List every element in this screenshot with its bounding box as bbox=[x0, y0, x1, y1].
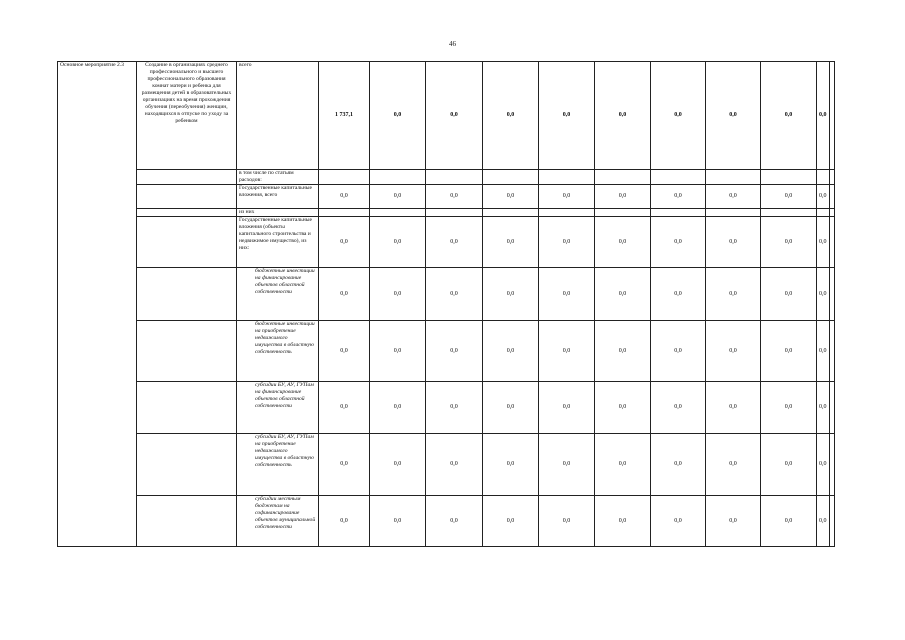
value-cell: 0,0 bbox=[539, 268, 595, 321]
row-label: субсидии местным бюджетам на софинансирование объектов муниципальной собственности bbox=[237, 496, 319, 547]
event-name-cell: Основное мероприятие 2.3 bbox=[58, 62, 137, 547]
value-cell: 0,0 bbox=[595, 217, 651, 268]
table-row bbox=[58, 185, 835, 209]
value-cell: 0,0 bbox=[319, 217, 370, 268]
budget-table bbox=[57, 61, 835, 547]
value-cell: 0,0 bbox=[651, 321, 706, 382]
trailing-cell bbox=[829, 185, 834, 209]
trailing-cell bbox=[829, 434, 834, 496]
row-label: бюджетные инвестиции на приобретение недвижимого имущества в областную собственность bbox=[237, 321, 319, 382]
value-cell: 0,0 bbox=[426, 321, 483, 382]
value-cell: 0,0 bbox=[595, 434, 651, 496]
empty-cell bbox=[539, 170, 595, 185]
value-cell: 0,0 bbox=[539, 217, 595, 268]
empty-cell bbox=[370, 209, 426, 217]
value-cell: 0,0 bbox=[319, 382, 370, 434]
value-cell: 0,0 bbox=[426, 268, 483, 321]
table-row bbox=[58, 496, 835, 547]
value-cell: 0,0 bbox=[761, 217, 817, 268]
value-cell: 0,0 bbox=[539, 62, 595, 170]
table-row bbox=[58, 434, 835, 496]
empty-content-cell bbox=[137, 496, 237, 547]
value-cell: 0,0 bbox=[539, 496, 595, 547]
table-row bbox=[58, 62, 835, 170]
value-cell: 0,0 bbox=[817, 321, 830, 382]
value-cell: 0,0 bbox=[483, 268, 539, 321]
empty-cell bbox=[426, 170, 483, 185]
value-cell: 0,0 bbox=[483, 62, 539, 170]
empty-cell bbox=[651, 170, 706, 185]
value-cell: 0,0 bbox=[761, 185, 817, 209]
row-label: в том числе по статьям расходов: bbox=[237, 170, 319, 185]
empty-content-cell bbox=[137, 268, 237, 321]
value-cell: 0,0 bbox=[370, 268, 426, 321]
empty-cell bbox=[539, 209, 595, 217]
value-cell: 0,0 bbox=[651, 434, 706, 496]
empty-content-cell bbox=[137, 434, 237, 496]
row-label: Государственные капитальные вложения, всего bbox=[237, 185, 319, 209]
value-cell: 0,0 bbox=[319, 268, 370, 321]
value-cell: 0,0 bbox=[706, 217, 761, 268]
value-cell: 0,0 bbox=[539, 434, 595, 496]
empty-cell bbox=[761, 170, 817, 185]
value-cell: 0,0 bbox=[706, 496, 761, 547]
value-cell: 0,0 bbox=[595, 62, 651, 170]
value-cell: 0,0 bbox=[319, 321, 370, 382]
empty-content-cell bbox=[137, 170, 237, 185]
value-cell: 0,0 bbox=[761, 434, 817, 496]
empty-content-cell bbox=[137, 217, 237, 268]
value-cell: 0,0 bbox=[761, 496, 817, 547]
table-row bbox=[58, 170, 835, 185]
trailing-cell bbox=[829, 321, 834, 382]
empty-cell bbox=[483, 170, 539, 185]
value-cell: 0,0 bbox=[539, 382, 595, 434]
table-row bbox=[58, 268, 835, 321]
value-cell: 0,0 bbox=[706, 62, 761, 170]
empty-cell bbox=[706, 209, 761, 217]
empty-cell bbox=[761, 209, 817, 217]
value-cell: 0,0 bbox=[426, 434, 483, 496]
row-label: из них bbox=[237, 209, 319, 217]
empty-cell bbox=[817, 170, 830, 185]
value-cell: 0,0 bbox=[426, 217, 483, 268]
value-cell: 0,0 bbox=[651, 268, 706, 321]
value-cell: 0,0 bbox=[370, 217, 426, 268]
value-cell: 0,0 bbox=[539, 321, 595, 382]
value-cell: 0,0 bbox=[706, 321, 761, 382]
row-label: бюджетные инвестиции на финансирование объектов областной собственности bbox=[237, 268, 319, 321]
trailing-cell bbox=[829, 209, 834, 217]
value-cell: 0,0 bbox=[483, 382, 539, 434]
value-cell: 0,0 bbox=[319, 185, 370, 209]
value-cell: 0,0 bbox=[651, 62, 706, 170]
event-content-cell: Создание в организациях среднего профессионального и высшего профессионального образования комнат матери и ребенка для размещения детей в образовательных организациях на время прохождения обучения (переобучения) женщин, находящихся в отпуске по уходу за ребенком bbox=[137, 62, 237, 170]
value-cell: 0,0 bbox=[817, 496, 830, 547]
value-cell: 0,0 bbox=[817, 217, 830, 268]
value-cell: 0,0 bbox=[817, 434, 830, 496]
value-cell: 0,0 bbox=[426, 382, 483, 434]
value-cell: 0,0 bbox=[370, 496, 426, 547]
value-cell: 0,0 bbox=[370, 185, 426, 209]
empty-cell bbox=[651, 209, 706, 217]
value-cell: 0,0 bbox=[595, 268, 651, 321]
value-cell: 0,0 bbox=[817, 382, 830, 434]
row-label: Государственные капитальные вложения (объекты капитального строительства и недвижимое имущество), из них: bbox=[237, 217, 319, 268]
empty-content-cell bbox=[137, 185, 237, 209]
trailing-cell bbox=[829, 382, 834, 434]
value-cell: 0,0 bbox=[761, 382, 817, 434]
empty-cell bbox=[595, 170, 651, 185]
value-cell: 0,0 bbox=[706, 268, 761, 321]
table-row bbox=[58, 382, 835, 434]
empty-cell bbox=[319, 170, 370, 185]
value-cell: 0,0 bbox=[483, 434, 539, 496]
empty-cell bbox=[706, 170, 761, 185]
table-row bbox=[58, 209, 835, 217]
value-cell: 0,0 bbox=[426, 62, 483, 170]
value-cell: 0,0 bbox=[651, 382, 706, 434]
value-cell: 0,0 bbox=[370, 62, 426, 170]
page-number: 46 bbox=[449, 40, 456, 48]
value-cell: 0,0 bbox=[651, 217, 706, 268]
value-cell: 0,0 bbox=[761, 268, 817, 321]
value-cell: 0,0 bbox=[706, 434, 761, 496]
value-cell: 0,0 bbox=[595, 382, 651, 434]
value-cell: 0,0 bbox=[426, 496, 483, 547]
trailing-cell bbox=[829, 496, 834, 547]
value-cell: 0,0 bbox=[595, 321, 651, 382]
empty-cell bbox=[483, 209, 539, 217]
trailing-cell bbox=[829, 62, 834, 170]
row-label: субсидии БУ, АУ, ГУПам на приобретение недвижимого имущества в областную собственность bbox=[237, 434, 319, 496]
row-label: всего bbox=[237, 62, 319, 170]
value-cell: 0,0 bbox=[483, 217, 539, 268]
empty-content-cell bbox=[137, 321, 237, 382]
value-cell: 0,0 bbox=[651, 496, 706, 547]
value-cell: 1 737,1 bbox=[319, 62, 370, 170]
value-cell: 0,0 bbox=[817, 268, 830, 321]
value-cell: 0,0 bbox=[370, 382, 426, 434]
trailing-cell bbox=[829, 170, 834, 185]
value-cell: 0,0 bbox=[319, 496, 370, 547]
empty-cell bbox=[595, 209, 651, 217]
empty-content-cell bbox=[137, 382, 237, 434]
empty-cell bbox=[319, 209, 370, 217]
value-cell: 0,0 bbox=[426, 185, 483, 209]
value-cell: 0,0 bbox=[595, 185, 651, 209]
empty-content-cell bbox=[137, 209, 237, 217]
value-cell: 0,0 bbox=[370, 321, 426, 382]
value-cell: 0,0 bbox=[651, 185, 706, 209]
value-cell: 0,0 bbox=[539, 185, 595, 209]
value-cell: 0,0 bbox=[761, 321, 817, 382]
table-row bbox=[58, 217, 835, 268]
value-cell: 0,0 bbox=[595, 496, 651, 547]
trailing-cell bbox=[829, 217, 834, 268]
value-cell: 0,0 bbox=[370, 434, 426, 496]
trailing-cell bbox=[829, 268, 834, 321]
value-cell: 0,0 bbox=[761, 62, 817, 170]
value-cell: 0,0 bbox=[483, 496, 539, 547]
empty-cell bbox=[817, 209, 830, 217]
empty-cell bbox=[426, 209, 483, 217]
value-cell: 0,0 bbox=[483, 185, 539, 209]
table-row bbox=[58, 321, 835, 382]
empty-cell bbox=[370, 170, 426, 185]
row-label: субсидии БУ, АУ, ГУПам на финансирование объектов областной собственности bbox=[237, 382, 319, 434]
value-cell: 0,0 bbox=[483, 321, 539, 382]
value-cell: 0,0 bbox=[706, 185, 761, 209]
value-cell: 0,0 bbox=[817, 185, 830, 209]
value-cell: 0,0 bbox=[817, 62, 830, 170]
value-cell: 0,0 bbox=[319, 434, 370, 496]
table-body bbox=[58, 62, 835, 547]
value-cell: 0,0 bbox=[706, 382, 761, 434]
